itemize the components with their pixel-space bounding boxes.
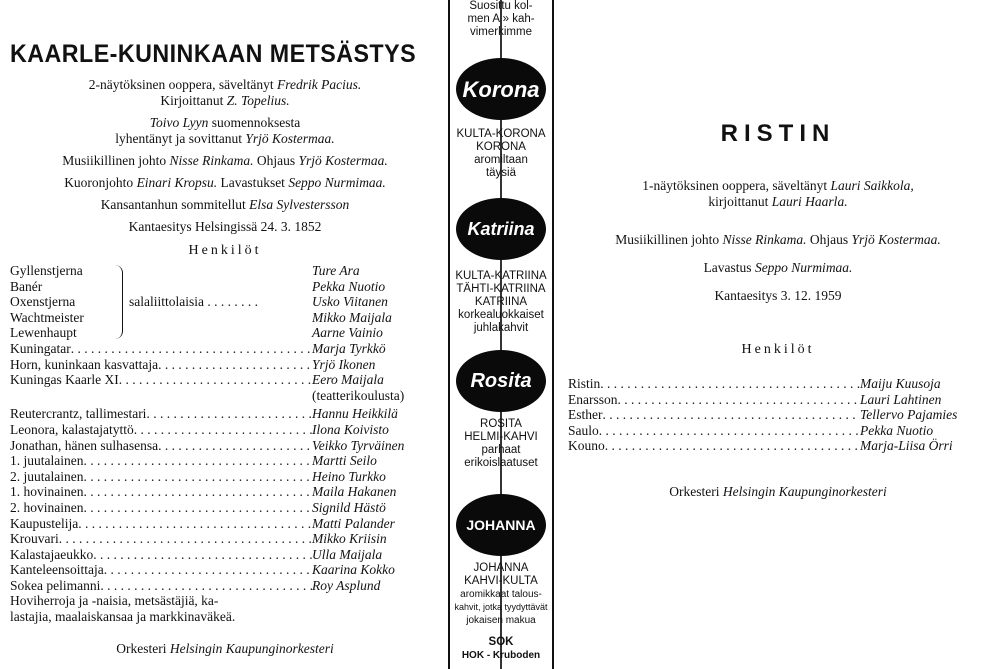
cast-row: Horn, kuninkaan kasvattaja . . . Yrjö Ikonen	[10, 357, 440, 373]
cast-row: Saulo . . . Pekka Nuotio	[568, 423, 988, 439]
group-label: salaliittolaisia . . . . . . . .	[129, 294, 258, 310]
cast-row: Sokea pelimanni . . . Roy Asplund	[10, 578, 440, 594]
role-name: Gyllenstjerna	[10, 263, 83, 278]
cast-row: 2. hovinainen . . . Signild Hästö	[10, 500, 440, 516]
credit-line: Musiikillinen johto Nisse Rinkama. Ohjaus Yrjö Kostermaa.	[615, 232, 941, 247]
extras-line: Hoviherroja ja -naisia, metsästäjiä, ka-	[10, 593, 219, 609]
credit-line: Kirjoittanut Z. Topelius.	[160, 93, 290, 108]
ad-text: KULTA-KORONA KORONA aromiltaan täysiä	[456, 128, 546, 179]
actor-name: Ture Ara	[312, 263, 360, 278]
ad-text: KULTA-KATRIINA TÄHTI-KATRIINA KATRIINA korkealuokkaiset juhlakahvit	[455, 270, 547, 334]
cast-list	[10, 263, 440, 625]
program-left	[10, 40, 440, 657]
opera-title-left: KAARLE-KUNINKAAN METSÄSTYS	[10, 40, 417, 68]
cast-row: 2. juutalainen . . . Heino Turkko	[10, 469, 440, 485]
cast-row: Leonora, kalastajatyttö . . . Ilona Koivisto	[10, 422, 440, 438]
persons-heading: Henkilöt	[741, 342, 815, 357]
credit-line: Kuoronjohto Einari Kropsu. Lavastukset Seppo Nurmimaa.	[64, 175, 386, 190]
role-name: Banér	[10, 278, 43, 294]
credit-line: Lavastus Seppo Nurmimaa.	[703, 260, 853, 275]
role-name: Wachtmeister	[10, 309, 84, 325]
coffee-advertisement	[448, 0, 554, 669]
ad-intro: Suosittu kol- men A » kah- vimerkimme	[467, 0, 535, 38]
credit-line: Musiikillinen johto Nisse Rinkama. Ohjaus Yrjö Kostermaa.	[62, 153, 388, 168]
actor-name: Pekka Nuotio	[312, 278, 386, 294]
premiere-line: Kantaesitys Helsingissä 24. 3. 1852	[128, 219, 322, 234]
persons-heading: Henkilöt	[188, 243, 262, 258]
cast-row: Ristin . . . Maiju Kuusoja	[568, 376, 988, 392]
extras-line: lastajia, maalaiskansaa ja markkinaväkeä.	[10, 609, 236, 625]
opera-title-right: RISTIN	[720, 120, 836, 147]
cast-row: Esther . . . Tellervo Pajamies	[568, 407, 988, 423]
korona-logo: Korona	[456, 58, 546, 120]
ad-text: JOHANNA KAHVI-KULTA aromikkaat talous- kahvit, jotka tyydyttävät jokaisen makua	[454, 562, 548, 626]
program-right	[568, 120, 988, 500]
cast-row: Jonathan, hänen sulhasensa . . . Veikko Tyrväinen	[10, 438, 440, 454]
credit-line: lyhentänyt ja sovittanut Yrjö Kostermaa.	[115, 131, 335, 146]
credit-line: Toivo Lyyn suomennoksesta	[149, 115, 301, 130]
cast-row: Enarsson . . . Lauri Lahtinen	[568, 392, 988, 408]
ad-text: ROSITA HELMI-KAHVI parhaat erikoislaatuset	[464, 418, 538, 469]
conspirator-group	[10, 263, 440, 341]
actor-name: Aarne Vainio	[312, 325, 383, 341]
cast-row: 1. hovinainen . . . Maila Hakanen	[10, 484, 440, 500]
cast-row: Krouvari . . . Mikko Kriisin	[10, 531, 440, 547]
katriina-logo: Katriina	[456, 198, 546, 260]
premiere-line: Kantaesitys 3. 12. 1959	[714, 288, 842, 303]
cast-row: Kaupustelija . . . Matti Palander	[10, 516, 440, 532]
actor-name: Mikko Maijala	[312, 309, 392, 325]
credit-line: 2-näytöksinen ooppera, säveltänyt Fredrik Pacius.	[88, 77, 362, 92]
orchestra-line: Orkesteri Helsingin Kaupunginorkesteri	[669, 483, 887, 499]
johanna-logo: JOHANNA	[456, 494, 546, 556]
rosita-logo: Rosita	[456, 350, 546, 412]
credit-line: 1-näytöksinen ooppera, säveltänyt Lauri Saikkola,	[642, 178, 914, 193]
cast-row: Kouno . . . Marja-Liisa Örri	[568, 438, 988, 454]
orchestra-line: Orkesteri Helsingin Kaupunginorkesteri	[116, 640, 334, 656]
cast-row: 1. juutalainen . . . Martti Seilo	[10, 453, 440, 469]
brace-mark	[110, 265, 123, 339]
cast-row: Reutercrantz, tallimestari . . . Hannu Heikkilä	[10, 406, 440, 422]
credit-line: Kansantanhun sommitellut Elsa Sylvestersson	[100, 197, 350, 212]
role-name: Oxenstjerna	[10, 294, 76, 310]
credit-line: kirjoittanut Lauri Haarla.	[708, 194, 848, 209]
cast-list	[568, 376, 988, 454]
cast-row: Kuningas Kaarle XI . . . Eero Maijala	[10, 372, 440, 388]
role-name: Lewenhaupt	[10, 325, 77, 341]
cast-row: Kalastajaeukko . . . Ulla Maijala	[10, 547, 440, 563]
cast-note: (teatterikoulusta)	[312, 387, 405, 403]
actor-name: Usko Viitanen	[312, 294, 388, 310]
cast-row: Kuningatar . . . Marja Tyrkkö	[10, 341, 440, 357]
ad-footer: SOK HOK - Kruboden	[461, 636, 541, 661]
cast-row: Kanteleensoittaja . . . Kaarina Kokko	[10, 562, 440, 578]
